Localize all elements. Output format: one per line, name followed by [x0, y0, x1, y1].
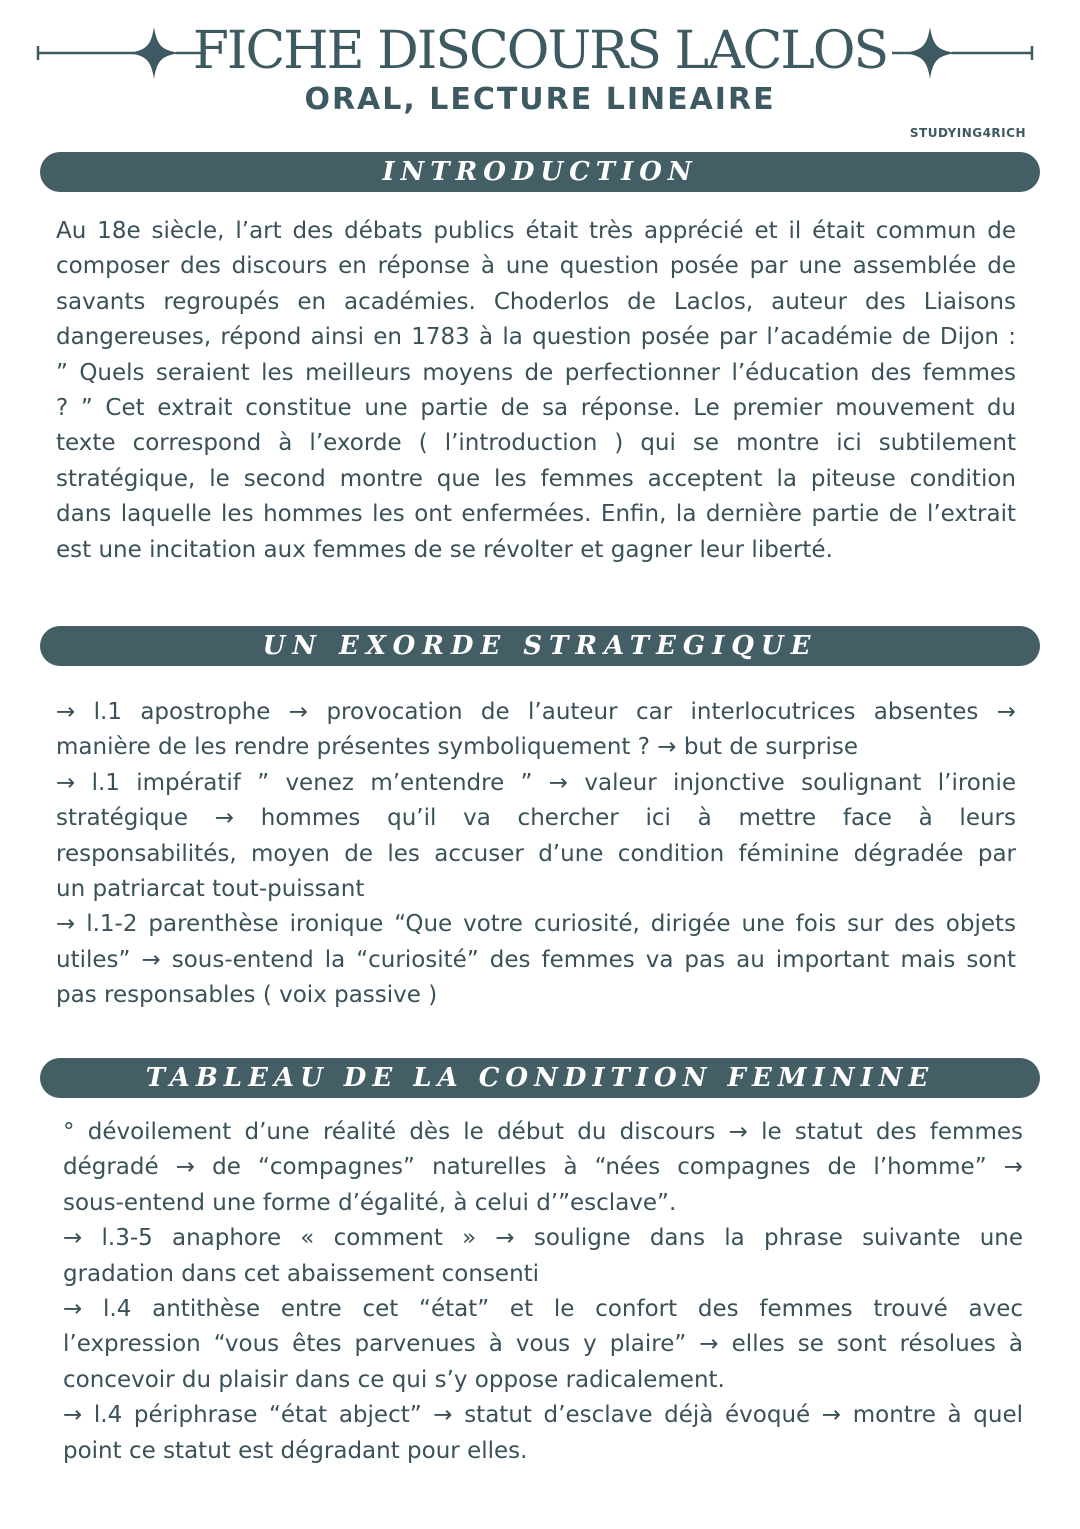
title-row: [0, 18, 1080, 88]
text-line: l’expression “vous êtes parvenues à vous y plaire” → elles se sont résolues à: [63, 1331, 1023, 1358]
text-line: responsabilités, moyen de les accuser d’une condition féminine dégradée par: [56, 840, 1016, 867]
text-line: un patriarcat tout-puissant: [56, 876, 365, 903]
section-body-introduction: [56, 214, 1016, 568]
text-line: → l.1 impératif ” venez m’entendre ” → valeur injonctive soulignant l’ironie: [56, 769, 1016, 796]
page-header: [0, 0, 1080, 150]
text-line: → l.1 apostrophe → provocation de l’auteur car interlocutrices absentes →: [56, 699, 1016, 725]
text-line: → l.4 antithèse entre cet “état” et le confort des femmes trouvé avec: [63, 1296, 1023, 1323]
text-line: composer des discours en réponse à une question posée par une assemblée de: [56, 253, 1016, 280]
section-body-exorde: [56, 695, 1016, 1014]
text-line: est une incitation aux femmes de se révolter et gagner leur liberté.: [56, 536, 833, 563]
text-line: pas responsables ( voix passive ): [56, 982, 438, 1009]
section-heading-condition-feminine: TABLEAU DE LA CONDITION FEMININE: [40, 1058, 1040, 1098]
text-line: Au 18e siècle, l’art des débats publics était très apprécié et il était commun de: [56, 218, 1016, 244]
text-line: savants regroupés en académies. Choderlos de Laclos, auteur des Liaisons: [56, 288, 1016, 315]
text-line: → l.4 périphrase “état abject” → statut d’esclave déjà évoqué → montre à quel: [63, 1402, 1023, 1429]
section-body-condition-feminine: [63, 1115, 1023, 1469]
text-line: point ce statut est dégradant pour elles.: [63, 1437, 528, 1464]
section-heading-introduction: INTRODUCTION: [40, 152, 1040, 192]
text-line: dangereuses, répond ainsi en 1783 à la question posée par l’académie de Dijon :: [56, 324, 1016, 351]
text-line: stratégique, le second montre que les femmes acceptent la piteuse condition: [56, 465, 1016, 492]
text-line: manière de les rendre présentes symboliquement ? → but de surprise: [56, 734, 858, 761]
sparkle-line-ornament-left-icon: [36, 24, 206, 82]
text-line: dans laquelle les hommes les ont enfermées. Enfin, la dernière partie de l’extrait: [56, 501, 1016, 528]
text-line: dégradé → de “compagnes” naturelles à “nées compagnes de l’homme” →: [63, 1154, 1023, 1181]
text-line: ” Quels seraient les meilleurs moyens de perfectionner l’éducation des femmes: [56, 359, 1016, 386]
text-line: sous-entend une forme d’égalité, à celui d’”esclave”.: [63, 1189, 677, 1216]
page-subtitle: ORAL, LECTURE LINEAIRE: [304, 82, 776, 117]
text-line: texte correspond à l’exorde ( l’introduction ) qui se montre ici subtilement: [56, 430, 1016, 457]
author-credit: STUDYING4RICH: [909, 126, 1026, 140]
page-title: FICHE DISCOURS LACLOS: [192, 21, 888, 81]
text-line: gradation dans cet abaissement consenti: [63, 1260, 540, 1287]
section-heading-exorde: UN EXORDE STRATEGIQUE: [40, 626, 1040, 666]
text-line: → l.3-5 anaphore « comment » → souligne dans la phrase suivante une: [63, 1225, 1023, 1252]
text-line: utiles” → sous-entend la “curiosité” des femmes va pas au important mais sont: [56, 946, 1016, 973]
text-line: ? ” Cet extrait constitue une partie de sa réponse. Le premier mouvement du: [56, 395, 1016, 422]
sparkle-line-ornament-right-icon: [892, 24, 1062, 82]
text-line: → l.1-2 parenthèse ironique “Que votre curiosité, dirigée une fois sur des objets: [56, 911, 1016, 938]
text-line: ° dévoilement d’une réalité dès le début du discours → le statut des femmes: [63, 1119, 1023, 1145]
text-line: concevoir du plaisir dans ce qui s’y oppose radicalement.: [63, 1366, 725, 1393]
text-line: stratégique → hommes qu’il va chercher ici à mettre face à leurs: [56, 805, 1016, 832]
